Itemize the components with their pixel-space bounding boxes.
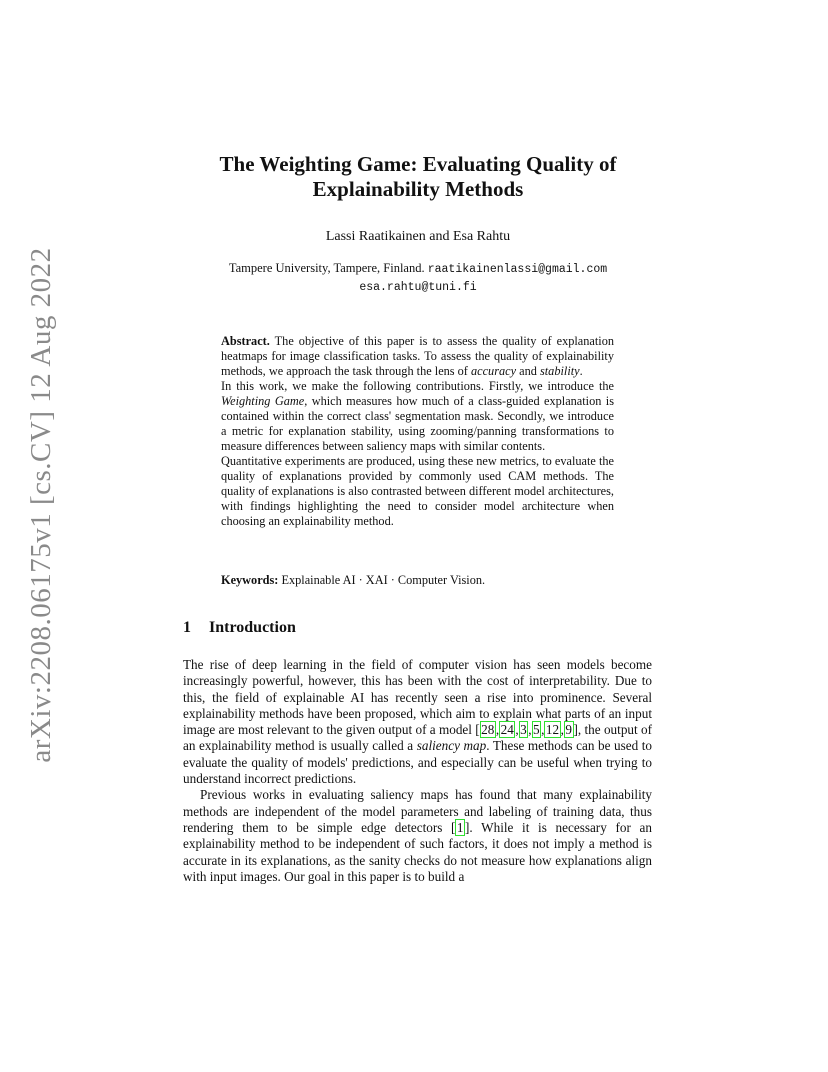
citation-link[interactable]: 24	[500, 722, 514, 738]
section-title: Introduction	[209, 619, 296, 636]
paper-title-line-2: Explainability Methods	[312, 177, 524, 201]
citation-link[interactable]: 3	[520, 722, 527, 738]
citation-link[interactable]: 28	[481, 722, 495, 738]
abstract-paragraph-1: Abstract. The objective of this paper is to assess the quality of explanation heatmaps for image classification tasks. To assess the quality of explainability methods, we approach the task through the lens of accuracy and stability.	[221, 334, 614, 378]
term-accuracy: accuracy	[470, 364, 517, 378]
section-number: 1	[183, 619, 191, 636]
affiliation-text: Tampere University, Tampere, Finland.	[228, 261, 425, 275]
section-heading-introduction	[183, 619, 653, 637]
citation-link[interactable]: 9	[565, 722, 572, 738]
paper-authors: Lassi Raatikainen and Esa Rahtu	[325, 229, 511, 244]
citation-link[interactable]: 1	[456, 819, 464, 835]
arxiv-identifier[interactable]: arXiv:2208.06175v1 [cs.CV] 12 Aug 2022	[25, 247, 57, 763]
author-email-2[interactable]: esa.rahtu@tuni.fi	[359, 281, 477, 294]
citation-link[interactable]: 12	[545, 722, 560, 738]
keywords-line	[221, 573, 614, 588]
paper-title-line-1: The Weighting Game: Evaluating Quality of	[219, 152, 617, 176]
abstract-paragraph-3: Quantitative experiments are produced, using these new metrics, to evaluate the quality of explanations provided by commonly used CAM methods. The quality of explanations is also contrasted between different model architectures, with findings highlighting the need to consider model architecture when choosing an explainability method.	[221, 454, 614, 528]
intro-paragraph-1: The rise of deep learning in the field of computer vision has seen models become increasingly powerful, however, this has been with the cost of interpretability. Due to this, the field of explainable AI has recently seen a rise into prominence. Several explainability methods have been proposed, which aim to explain what parts of an input image are most relevant to the given output of a model [ 28 , 24 , 3 , 5 , 12 , 9 ], the output of an explainability method is usually called a saliency map. These methods can be used to evaluate the quality of models' predictions, and especially can be useful when trying to understand incorrect predictions.	[183, 657, 653, 787]
abstract-label: Abstract.	[221, 334, 270, 348]
abstract-block	[221, 334, 614, 529]
term-stability: stability	[539, 364, 580, 378]
keywords-text: Explainable AI · XAI · Computer Vision.	[281, 573, 486, 587]
intro-paragraph-2: Previous works in evaluating saliency maps has found that many explainability methods are independent of the model parameters and labeling of training data, thus rendering them to be simple edge detectors [ 1 ]. While it is necessary for an explainability method to be independent of such factors, it does not imply a method is accurate in its explanations, as the sanity checks do not measure how explanations align with input images. Our goal in this paper is to build a	[183, 787, 652, 884]
citation-link[interactable]: 5	[533, 722, 540, 738]
paper-title	[183, 152, 653, 202]
abstract-paragraph-2: In this work, we make the following contributions. Firstly, we introduce the Weighting Game, which measures how much of a class-guided explanation is contained within the correct class' segmentation mask. Secondly, we introduce a metric for explanation stability, using zooming/panning transformations to measure differences between saliency maps with similar contents.	[221, 379, 615, 453]
introduction-body	[183, 657, 652, 885]
keywords-label: Keywords:	[221, 573, 279, 587]
term-weighting-game: Weighting Game	[221, 394, 305, 408]
author-email-1[interactable]: raatikainenlassi@gmail.com	[427, 263, 608, 276]
author-affiliation	[183, 260, 653, 296]
term-saliency-map: saliency map	[416, 738, 487, 754]
